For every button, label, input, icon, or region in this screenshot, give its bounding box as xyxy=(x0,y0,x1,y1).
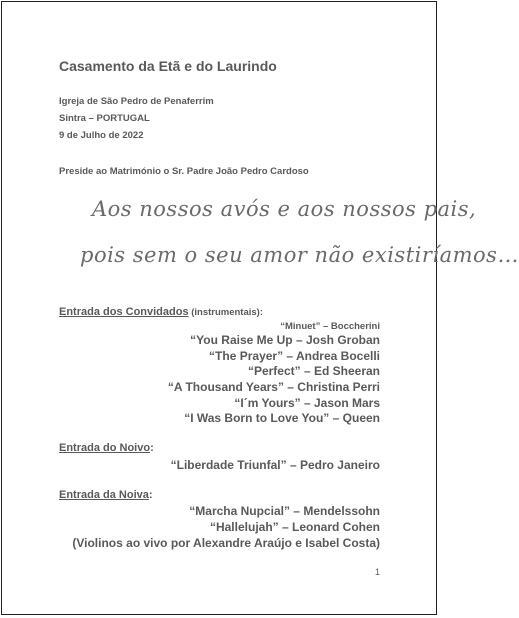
section-heading-bride xyxy=(59,489,153,501)
song-item: “I Was Born to Love You” – Queen xyxy=(184,411,380,425)
church-name: Igreja de São Pedro de Penaferrim xyxy=(59,96,214,107)
page-number: 1 xyxy=(374,567,380,577)
section-heading-label: Entrada da Noiva xyxy=(59,489,149,501)
section-heading-groom xyxy=(59,442,154,454)
dedication-line-2: pois sem o seu amor não existiríamos… xyxy=(80,243,519,267)
officiant: Preside ao Matrimónio o Sr. Padre João Pedro Cardoso xyxy=(59,166,309,177)
song-item: “The Prayer” – Andrea Bocelli xyxy=(209,349,380,363)
song-item: “You Raise Me Up – Josh Groban xyxy=(190,333,380,347)
section-heading-label: Entrada dos Convidados xyxy=(59,306,189,318)
song-item: (Violinos ao vivo por Alexandre Araújo e Isabel Costa) xyxy=(72,536,380,550)
location: Sintra – PORTUGAL xyxy=(59,113,150,124)
section-heading-suffix: : xyxy=(150,442,154,454)
song-item: “Liberdade Triunfal” – Pedro Janeiro xyxy=(170,458,380,472)
section-heading-suffix: : xyxy=(148,489,153,501)
song-item: “I´m Yours” – Jason Mars xyxy=(234,396,380,410)
section-heading-suffix: (instrumentais): xyxy=(188,307,264,318)
song-item: “A Thousand Years” – Christina Perri xyxy=(167,380,380,394)
song-item: “Hallelujah” – Leonard Cohen xyxy=(209,520,380,534)
song-item: “Minuet” – Boccherini xyxy=(280,321,380,332)
document-title: Casamento da Etã e do Laurindo xyxy=(59,58,277,74)
section-heading-guests xyxy=(59,306,263,318)
section-heading-label: Entrada do Noivo xyxy=(59,442,151,454)
song-item: “Perfect” – Ed Sheeran xyxy=(247,364,380,378)
wedding-date: 9 de Julho de 2022 xyxy=(59,130,144,141)
dedication-line-1: Aos nossos avós e aos nossos pais, xyxy=(92,197,477,221)
song-item: “Marcha Nupcial” – Mendelssohn xyxy=(189,504,380,518)
